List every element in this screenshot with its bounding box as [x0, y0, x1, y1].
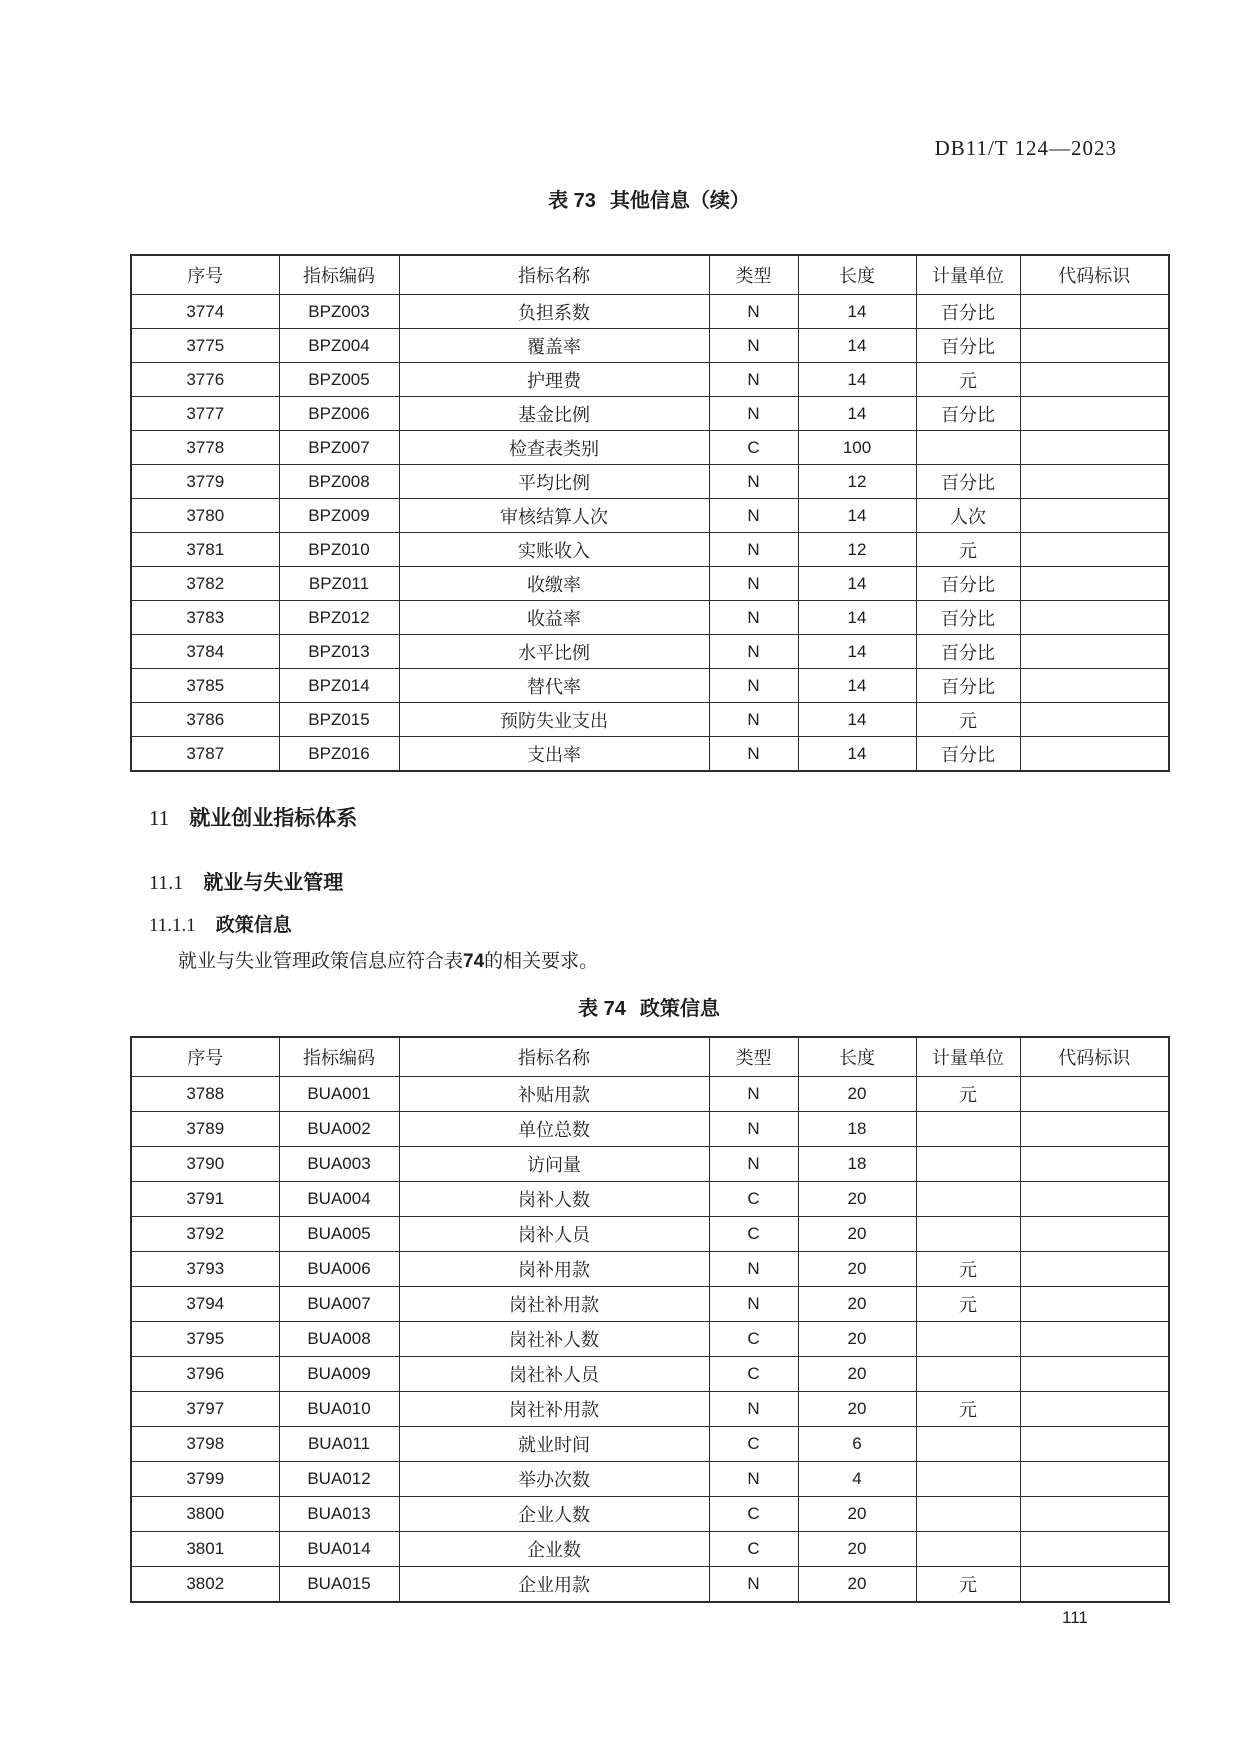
table-cell: 3796 [131, 1357, 279, 1392]
table-cell: BPZ014 [279, 669, 399, 703]
column-header: 指标名称 [399, 1037, 709, 1077]
table-cell: 百分比 [916, 601, 1020, 635]
table-cell: 3792 [131, 1217, 279, 1252]
table-cell: N [709, 295, 798, 329]
table-cell: 14 [798, 363, 916, 397]
table-cell: 元 [916, 1077, 1020, 1112]
table-cell: 平均比例 [399, 465, 709, 499]
table-cell [1020, 499, 1169, 533]
table-row [131, 533, 1169, 567]
table-cell: 3774 [131, 295, 279, 329]
table-cell: 3777 [131, 397, 279, 431]
table-cell: 百分比 [916, 329, 1020, 363]
table-cell: 20 [798, 1182, 916, 1217]
table-cell: 20 [798, 1392, 916, 1427]
table-cell: BUA002 [279, 1112, 399, 1147]
table-cell [1020, 1112, 1169, 1147]
table-cell: C [709, 1322, 798, 1357]
table-cell: 14 [798, 329, 916, 363]
table-row [131, 431, 1169, 465]
table-cell: BUA010 [279, 1392, 399, 1427]
table-cell: 12 [798, 465, 916, 499]
table-cell: 3793 [131, 1252, 279, 1287]
table-cell: BUA015 [279, 1567, 399, 1603]
table-cell: 20 [798, 1322, 916, 1357]
table-cell: BPZ011 [279, 567, 399, 601]
table-cell: 12 [798, 533, 916, 567]
table-cell: BPZ012 [279, 601, 399, 635]
table-73-caption [130, 184, 1168, 213]
table-cell: 100 [798, 431, 916, 465]
table-cell [1020, 635, 1169, 669]
table-cell: 百分比 [916, 635, 1020, 669]
table-cell: 3788 [131, 1077, 279, 1112]
table-cell [916, 1462, 1020, 1497]
table-cell: 20 [798, 1077, 916, 1112]
table-row [131, 499, 1169, 533]
table-cell: C [709, 1182, 798, 1217]
body-paragraph [130, 948, 1168, 976]
table-cell: N [709, 737, 798, 772]
table-row [131, 363, 1169, 397]
table-row [131, 1077, 1169, 1112]
column-header: 计量单位 [916, 1037, 1020, 1077]
table-cell: BUA014 [279, 1532, 399, 1567]
table-cell: 护理费 [399, 363, 709, 397]
table-74-caption-text: 政策信息 [639, 998, 720, 1020]
page-number: 111 [1062, 1608, 1088, 1627]
table-cell: 替代率 [399, 669, 709, 703]
table-cell: 基金比例 [399, 397, 709, 431]
table-cell: 实账收入 [399, 533, 709, 567]
table-row [131, 1462, 1169, 1497]
table-cell [1020, 465, 1169, 499]
table-cell [1020, 1462, 1169, 1497]
table-cell: 百分比 [916, 295, 1020, 329]
table-cell: BUA007 [279, 1287, 399, 1322]
table-cell: 3801 [131, 1532, 279, 1567]
table-row [131, 397, 1169, 431]
table-cell: 3779 [131, 465, 279, 499]
table-row [131, 1567, 1169, 1603]
table-cell: 3778 [131, 431, 279, 465]
section-heading-11 [149, 802, 357, 832]
column-header: 代码标识 [1020, 255, 1169, 295]
table-cell: BPZ008 [279, 465, 399, 499]
table-cell [916, 1322, 1020, 1357]
table-row [131, 329, 1169, 363]
table-row [131, 567, 1169, 601]
table-cell: 20 [798, 1287, 916, 1322]
table-cell: 20 [798, 1567, 916, 1603]
table-cell: 预防失业支出 [399, 703, 709, 737]
table-cell [1020, 567, 1169, 601]
table-cell: 20 [798, 1532, 916, 1567]
table-cell [1020, 1567, 1169, 1603]
table-cell: N [709, 363, 798, 397]
table-cell: 3794 [131, 1287, 279, 1322]
column-header: 长度 [798, 255, 916, 295]
table-cell: 元 [916, 1392, 1020, 1427]
table-cell: 访问量 [399, 1147, 709, 1182]
table-cell: N [709, 1077, 798, 1112]
table-cell: 3798 [131, 1427, 279, 1462]
table-cell: BPZ009 [279, 499, 399, 533]
table-cell [916, 1427, 1020, 1462]
table-cell [1020, 1077, 1169, 1112]
table-cell: N [709, 1147, 798, 1182]
section-heading-11-1-1 [149, 910, 292, 937]
table-cell: N [709, 533, 798, 567]
table-cell: 20 [798, 1357, 916, 1392]
table-cell: N [709, 465, 798, 499]
table-cell: 3791 [131, 1182, 279, 1217]
table-row [131, 1427, 1169, 1462]
table-73-caption-number: 表 73 [548, 190, 596, 212]
table-cell: 举办次数 [399, 1462, 709, 1497]
table-cell [916, 1357, 1020, 1392]
section-number: 11.1 [149, 872, 184, 894]
table-row [131, 1392, 1169, 1427]
table-cell: 18 [798, 1112, 916, 1147]
table-cell: 百分比 [916, 397, 1020, 431]
table-cell: 检查表类别 [399, 431, 709, 465]
table-row [131, 1322, 1169, 1357]
table-cell: C [709, 1357, 798, 1392]
column-header: 指标编码 [279, 1037, 399, 1077]
table-cell: 3785 [131, 669, 279, 703]
table-73-caption-text: 其他信息（续） [609, 190, 750, 212]
table-header-row [131, 1037, 1169, 1077]
table-cell: 水平比例 [399, 635, 709, 669]
table-cell: 岗补人数 [399, 1182, 709, 1217]
section-number: 11 [149, 806, 170, 830]
column-header: 类型 [709, 255, 798, 295]
table-cell [1020, 1147, 1169, 1182]
table-row [131, 601, 1169, 635]
table-row [131, 465, 1169, 499]
column-header: 序号 [131, 1037, 279, 1077]
table-cell: 人次 [916, 499, 1020, 533]
table-cell: 3781 [131, 533, 279, 567]
table-cell [1020, 295, 1169, 329]
table-cell: 企业数 [399, 1532, 709, 1567]
table-row [131, 635, 1169, 669]
table-cell: 企业人数 [399, 1497, 709, 1532]
table-cell [1020, 1532, 1169, 1567]
table-cell: 元 [916, 1252, 1020, 1287]
section-label: 政策信息 [215, 915, 292, 936]
table-cell: 百分比 [916, 737, 1020, 772]
table-row [131, 1147, 1169, 1182]
table-cell: 元 [916, 1567, 1020, 1603]
table-cell: BPZ005 [279, 363, 399, 397]
table-reference: 74 [463, 951, 485, 972]
table-cell: N [709, 635, 798, 669]
table-cell: BUA001 [279, 1077, 399, 1112]
table-cell: N [709, 567, 798, 601]
section-number: 11.1.1 [149, 915, 196, 936]
section-label: 就业与失业管理 [203, 872, 344, 894]
table-cell: 3790 [131, 1147, 279, 1182]
table-cell: BUA011 [279, 1427, 399, 1462]
table-cell: 审核结算人次 [399, 499, 709, 533]
table-cell [1020, 397, 1169, 431]
table-cell: C [709, 1497, 798, 1532]
table-cell: BPZ004 [279, 329, 399, 363]
table-cell [1020, 1427, 1169, 1462]
table-cell [1020, 1287, 1169, 1322]
table-cell [916, 1147, 1020, 1182]
table-cell [916, 1182, 1020, 1217]
table-cell: 6 [798, 1427, 916, 1462]
table-cell: BUA005 [279, 1217, 399, 1252]
table-cell: BUA006 [279, 1252, 399, 1287]
table-cell [1020, 533, 1169, 567]
table-cell: 4 [798, 1462, 916, 1497]
table-74-caption-number: 表 74 [578, 998, 626, 1020]
table-cell: 岗补用款 [399, 1252, 709, 1287]
column-header: 指标名称 [399, 255, 709, 295]
table-cell [1020, 1217, 1169, 1252]
table-cell: BUA009 [279, 1357, 399, 1392]
table-cell: N [709, 1392, 798, 1427]
table-cell: 就业时间 [399, 1427, 709, 1462]
table-cell: 元 [916, 363, 1020, 397]
table-row [131, 1287, 1169, 1322]
table-cell: 3776 [131, 363, 279, 397]
table-cell: N [709, 1567, 798, 1603]
table-cell [916, 1532, 1020, 1567]
table-cell: 20 [798, 1252, 916, 1287]
column-header: 计量单位 [916, 255, 1020, 295]
table-cell [1020, 1392, 1169, 1427]
table-cell [1020, 601, 1169, 635]
table-cell: 3787 [131, 737, 279, 772]
table-cell: 岗社补用款 [399, 1392, 709, 1427]
table-cell [1020, 1322, 1169, 1357]
table-cell: 14 [798, 737, 916, 772]
table-cell: 单位总数 [399, 1112, 709, 1147]
table-cell: N [709, 703, 798, 737]
table-cell [1020, 703, 1169, 737]
table-cell: 收缴率 [399, 567, 709, 601]
table-cell: BPZ007 [279, 431, 399, 465]
table-cell: C [709, 1217, 798, 1252]
table-header-row [131, 255, 1169, 295]
table-cell: 20 [798, 1497, 916, 1532]
table-cell: 3795 [131, 1322, 279, 1357]
column-header: 类型 [709, 1037, 798, 1077]
document-number: DB11/T 124—2023 [934, 136, 1117, 160]
table-cell: C [709, 431, 798, 465]
section-heading-11-1 [149, 866, 343, 895]
table-cell: 3780 [131, 499, 279, 533]
table-cell [1020, 1252, 1169, 1287]
table-cell: N [709, 1112, 798, 1147]
table-cell: 14 [798, 635, 916, 669]
table-cell: 3800 [131, 1497, 279, 1532]
table-cell: BUA003 [279, 1147, 399, 1182]
table-cell: 支出率 [399, 737, 709, 772]
table-cell [1020, 1182, 1169, 1217]
table-cell: N [709, 397, 798, 431]
table-cell: N [709, 669, 798, 703]
table-cell: 3783 [131, 601, 279, 635]
section-label: 就业创业指标体系 [189, 807, 358, 830]
table-cell [916, 1217, 1020, 1252]
table-cell: 覆盖率 [399, 329, 709, 363]
table-cell: BPZ013 [279, 635, 399, 669]
table-cell: 3784 [131, 635, 279, 669]
table-cell: 元 [916, 1287, 1020, 1322]
table-cell: 收益率 [399, 601, 709, 635]
table-cell: BPZ003 [279, 295, 399, 329]
table-cell: 企业用款 [399, 1567, 709, 1603]
table-cell: BUA008 [279, 1322, 399, 1357]
table-cell: N [709, 1287, 798, 1322]
table-row [131, 295, 1169, 329]
column-header: 长度 [798, 1037, 916, 1077]
table-row [131, 669, 1169, 703]
table-cell: N [709, 601, 798, 635]
column-header: 序号 [131, 255, 279, 295]
paragraph-text: 的相关要求。 [484, 951, 599, 972]
table-cell: 百分比 [916, 465, 1020, 499]
table-cell [1020, 1497, 1169, 1532]
column-header: 指标编码 [279, 255, 399, 295]
table-cell: 百分比 [916, 669, 1020, 703]
table-cell: 14 [798, 703, 916, 737]
table-cell: 20 [798, 1217, 916, 1252]
table-row [131, 1182, 1169, 1217]
table-cell: 3782 [131, 567, 279, 601]
table-row [131, 1357, 1169, 1392]
table-cell [1020, 329, 1169, 363]
table-cell: 元 [916, 533, 1020, 567]
table-cell: 补贴用款 [399, 1077, 709, 1112]
table-cell: 18 [798, 1147, 916, 1182]
table-cell [916, 431, 1020, 465]
table-row [131, 737, 1169, 772]
table-cell: 3802 [131, 1567, 279, 1603]
table-cell: 百分比 [916, 567, 1020, 601]
table-cell [916, 1497, 1020, 1532]
table-cell: BPZ006 [279, 397, 399, 431]
table-row [131, 1497, 1169, 1532]
table-cell: BUA013 [279, 1497, 399, 1532]
table-cell: BPZ016 [279, 737, 399, 772]
table-cell: 14 [798, 567, 916, 601]
table-cell: N [709, 499, 798, 533]
table-cell: 14 [798, 669, 916, 703]
table-row [131, 1217, 1169, 1252]
column-header: 代码标识 [1020, 1037, 1169, 1077]
table-cell: 岗社补人数 [399, 1322, 709, 1357]
table-cell: 3797 [131, 1392, 279, 1427]
table-74-caption [130, 992, 1168, 1021]
table-cell: 14 [798, 601, 916, 635]
table-cell: 3789 [131, 1112, 279, 1147]
table-row [131, 1252, 1169, 1287]
table-cell: 14 [798, 499, 916, 533]
table-cell [1020, 1357, 1169, 1392]
table-cell: 岗社补人员 [399, 1357, 709, 1392]
table-cell [1020, 431, 1169, 465]
table-cell: 3799 [131, 1462, 279, 1497]
table-cell: 3775 [131, 329, 279, 363]
table-cell: C [709, 1532, 798, 1567]
table-cell: C [709, 1427, 798, 1462]
table-cell: N [709, 329, 798, 363]
table-74-policy-info [130, 1036, 1170, 1603]
table-cell [1020, 669, 1169, 703]
table-73-other-info [130, 254, 1170, 772]
table-cell: BUA012 [279, 1462, 399, 1497]
table-cell: 14 [798, 295, 916, 329]
table-cell: 3786 [131, 703, 279, 737]
table-cell: BUA004 [279, 1182, 399, 1217]
table-row [131, 1112, 1169, 1147]
table-cell: 元 [916, 703, 1020, 737]
table-row [131, 1532, 1169, 1567]
table-cell: BPZ015 [279, 703, 399, 737]
table-cell: BPZ010 [279, 533, 399, 567]
paragraph-text: 就业与失业管理政策信息应符合表 [178, 951, 464, 972]
table-cell: 14 [798, 397, 916, 431]
table-row [131, 703, 1169, 737]
table-cell [1020, 737, 1169, 772]
table-cell [1020, 363, 1169, 397]
table-cell [916, 1112, 1020, 1147]
table-cell: N [709, 1252, 798, 1287]
table-cell: 负担系数 [399, 295, 709, 329]
table-cell: 岗补人员 [399, 1217, 709, 1252]
table-cell: N [709, 1462, 798, 1497]
table-cell: 岗社补用款 [399, 1287, 709, 1322]
